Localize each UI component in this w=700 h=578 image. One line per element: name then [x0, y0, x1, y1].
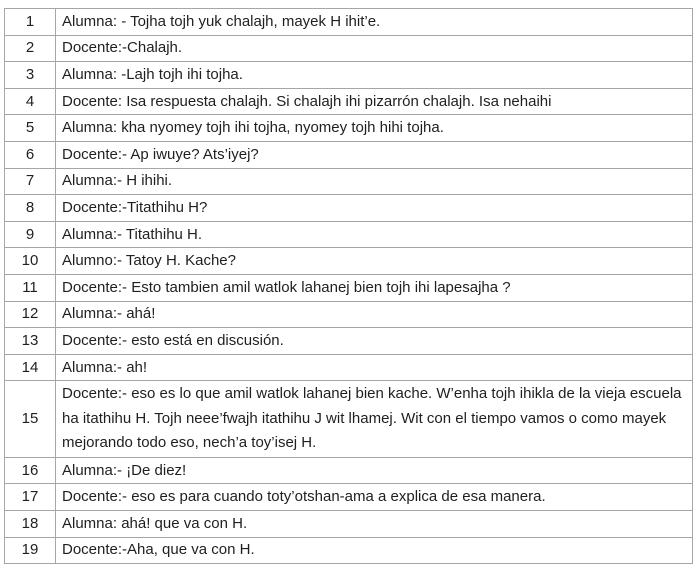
table-row — [5, 537, 693, 564]
line-number: 18 — [5, 511, 56, 538]
transcript-table — [4, 8, 693, 564]
utterance: Docente: Isa respuesta chalajh. Si chalajh ihi pizarrón chalajh. Isa nehaihi — [56, 88, 693, 115]
utterance: Docente:- eso es para cuando toty’otshan-ama a explica de esa manera. — [56, 484, 693, 511]
utterance: Alumna: kha nyomey tojh ihi tojha, nyomey tojh hihi tojha. — [56, 115, 693, 142]
line-number: 19 — [5, 537, 56, 564]
table-row — [5, 195, 693, 222]
utterance: Alumna:- ah! — [56, 354, 693, 381]
line-number: 2 — [5, 35, 56, 62]
table-row — [5, 35, 693, 62]
line-number: 7 — [5, 168, 56, 195]
line-number: 9 — [5, 221, 56, 248]
table-row — [5, 511, 693, 538]
line-number: 16 — [5, 457, 56, 484]
table-row — [5, 221, 693, 248]
line-number: 6 — [5, 141, 56, 168]
utterance: Alumna:- Titathihu H. — [56, 221, 693, 248]
table-row — [5, 354, 693, 381]
line-number: 5 — [5, 115, 56, 142]
table-row — [5, 301, 693, 328]
utterance: Alumna: - Tojha tojh yuk chalajh, mayek H ihit’e. — [56, 9, 693, 36]
utterance: Alumna:- ahá! — [56, 301, 693, 328]
transcript-body — [5, 9, 693, 564]
line-number: 15 — [5, 381, 56, 458]
utterance: Docente:-Aha, que va con H. — [56, 537, 693, 564]
utterance: Docente:- Esto tambien amil watlok lahanej bien tojh ihi lapesajha ? — [56, 274, 693, 301]
line-number: 3 — [5, 62, 56, 89]
table-row — [5, 248, 693, 275]
utterance: Alumna:- ¡De diez! — [56, 457, 693, 484]
table-row — [5, 457, 693, 484]
utterance: Docente:-Chalajh. — [56, 35, 693, 62]
table-row — [5, 484, 693, 511]
utterance: Alumna: -Lajh tojh ihi tojha. — [56, 62, 693, 89]
utterance: Alumno:- Tatoy H. Kache? — [56, 248, 693, 275]
utterance: Docente:- esto está en discusión. — [56, 328, 693, 355]
table-row — [5, 168, 693, 195]
table-row — [5, 9, 693, 36]
utterance: Docente:- Ap iwuye? Ats’iyej? — [56, 141, 693, 168]
table-row — [5, 115, 693, 142]
table-row — [5, 141, 693, 168]
line-number: 13 — [5, 328, 56, 355]
utterance: Alumna:- H ihihi. — [56, 168, 693, 195]
line-number: 10 — [5, 248, 56, 275]
table-row — [5, 274, 693, 301]
line-number: 12 — [5, 301, 56, 328]
table-row — [5, 88, 693, 115]
utterance: Alumna: ahá! que va con H. — [56, 511, 693, 538]
line-number: 4 — [5, 88, 56, 115]
line-number: 1 — [5, 9, 56, 36]
line-number: 14 — [5, 354, 56, 381]
line-number: 17 — [5, 484, 56, 511]
utterance: Docente:-Titathihu H? — [56, 195, 693, 222]
line-number: 11 — [5, 274, 56, 301]
line-number: 8 — [5, 195, 56, 222]
table-row — [5, 62, 693, 89]
table-row — [5, 381, 693, 458]
table-row — [5, 328, 693, 355]
utterance: Docente:- eso es lo que amil watlok lahanej bien kache. W’enha tojh ihikla de la vieja escuela ha itathihu H. Tojh neee’fwajh itathihu J wit lhamej. Wit con el tiempo vamos o como mayek mejorando todo eso, nech’a toy’isej H. — [56, 381, 693, 458]
